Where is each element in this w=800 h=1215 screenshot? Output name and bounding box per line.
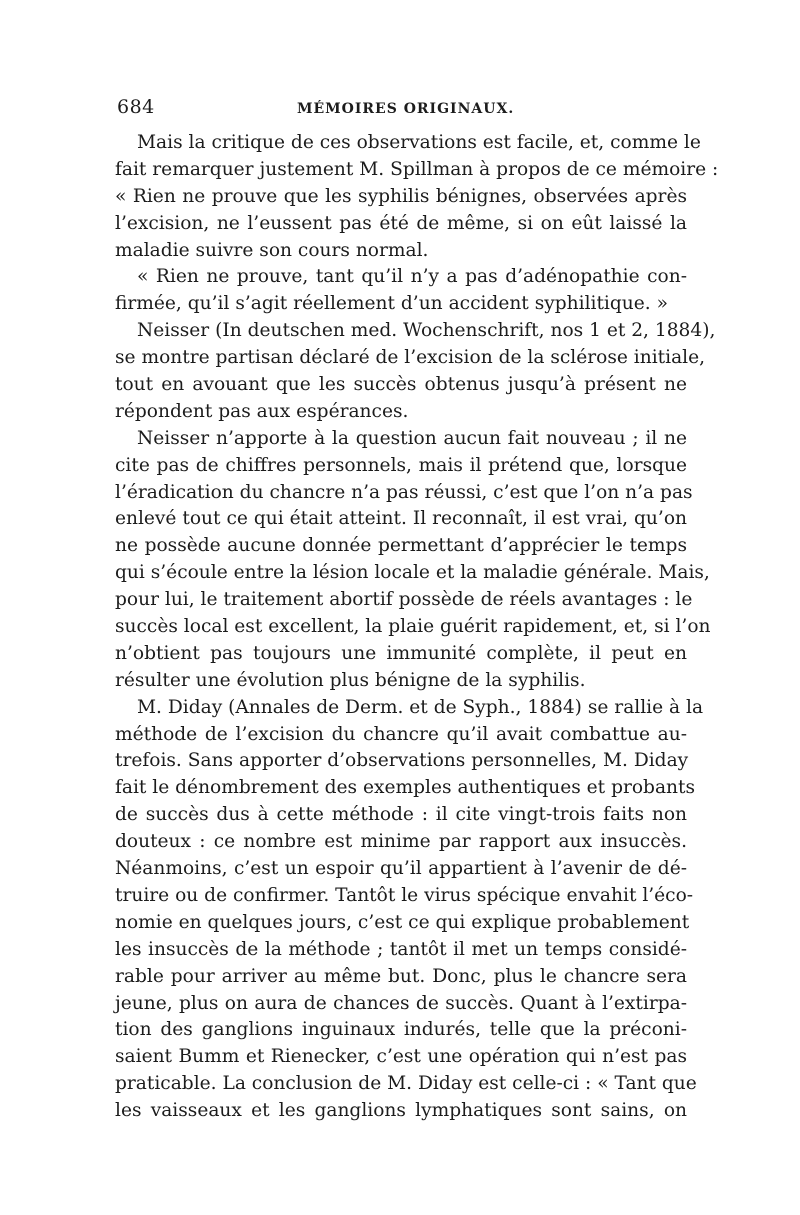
text-line: saient Bumm et Rienecker, c’est une opération qui n’est pas	[115, 1046, 687, 1068]
text-line: Neisser n’apporte à la question aucun fait nouveau ; il ne	[137, 427, 687, 449]
text-line: M. Diday (Annales de Derm. et de Syph., 1884) se rallie à la	[137, 696, 704, 718]
text-line: nomie en quelques jours, c’est ce qui explique probablement	[115, 911, 690, 933]
text-line: pour lui, le traitement abortif possède de réels avantages : le	[115, 589, 693, 611]
text-line: trefois. Sans apporter d’observations personnelles, M. Diday	[115, 750, 689, 772]
text-line: praticable. La conclusion de M. Diday est celle-ci : « Tant que	[115, 1073, 697, 1095]
text-line: cite pas de chiffres personnels, mais il prétend que, lorsque	[115, 454, 687, 476]
text-line: fait le dénombrement des exemples authentiques et probants	[115, 777, 696, 799]
page-number: 684	[117, 96, 155, 118]
text-line: truire ou de confirmer. Tantôt le virus spécique envahit l’éco-	[115, 884, 694, 906]
text-line: Mais la critique de ces observations est facile, et, comme le	[137, 132, 701, 153]
text-line: enlevé tout ce qui était atteint. Il reconnaît, il est vrai, qu’on	[115, 508, 687, 530]
text-line: Néanmoins, c’est un espoir qu’il appartient à l’avenir de dé-	[115, 858, 687, 880]
text-line: jeune, plus on aura de chances de succès. Quant à l’extirpa-	[115, 992, 687, 1014]
text-line: qui s’écoule entre la lésion locale et la maladie générale. Mais,	[115, 562, 710, 584]
text-line: maladie suivre son cours normal.	[115, 239, 429, 261]
text-line: répondent pas aux espérances.	[115, 400, 409, 422]
text-line: méthode de l’excision du chancre qu’il avait combattue au-	[115, 723, 687, 745]
text-line: les vaisseaux et les ganglions lymphatiques sont sains, on	[115, 1100, 687, 1122]
text-line: tout en avouant que les succès obtenus jusqu’à présent ne	[115, 374, 687, 396]
text-line: l’éradication du chancre n’a pas réussi, c’est que l’on n’a pas	[115, 481, 693, 503]
text-line: l’excision, ne l’eussent pas été de même, si on eût laissé la	[115, 212, 687, 234]
running-title: MÉMOIRES ORIGINAUX.	[297, 101, 515, 117]
text-line: tion des ganglions inguinaux indurés, telle que la préconi-	[115, 1019, 687, 1041]
text-line: Neisser (In deutschen med. Wochenschrift, nos 1 et 2, 1884),	[137, 320, 716, 342]
text-line: « Rien ne prouve, tant qu’il n’y a pas d’adénopathie con-	[137, 266, 687, 288]
text-line: les insuccès de la méthode ; tantôt il met un temps considé-	[115, 938, 687, 960]
text-line: de succès dus à cette méthode : il cite vingt-trois faits non	[115, 804, 687, 826]
running-head	[117, 96, 687, 122]
text-line: succès local est excellent, la plaie guérit rapidement, et, si l’on	[115, 616, 711, 638]
text-line: firmée, qu’il s’agit réellement d’un accident syphilitique. »	[115, 293, 668, 315]
text-line: ne possède aucune donnée permettant d’apprécier le temps	[115, 535, 687, 557]
text-line: « Rien ne prouve que les syphilis bénignes, observées après	[115, 185, 687, 207]
text-line: rable pour arriver au même but. Donc, plus le chancre sera	[115, 965, 687, 987]
text-line: douteux : ce nombre est minime par rapport aux insuccès.	[115, 831, 687, 853]
body-text	[115, 130, 719, 1125]
text-line: se montre partisan déclaré de l’excision de la sclérose initiale,	[115, 347, 706, 369]
text-line: n’obtient pas toujours une immunité complète, il peut en	[115, 642, 687, 664]
text-line: fait remarquer justement M. Spillman à propos de ce mémoire :	[115, 158, 719, 180]
text-line: résulter une évolution plus bénigne de la syphilis.	[115, 669, 586, 691]
